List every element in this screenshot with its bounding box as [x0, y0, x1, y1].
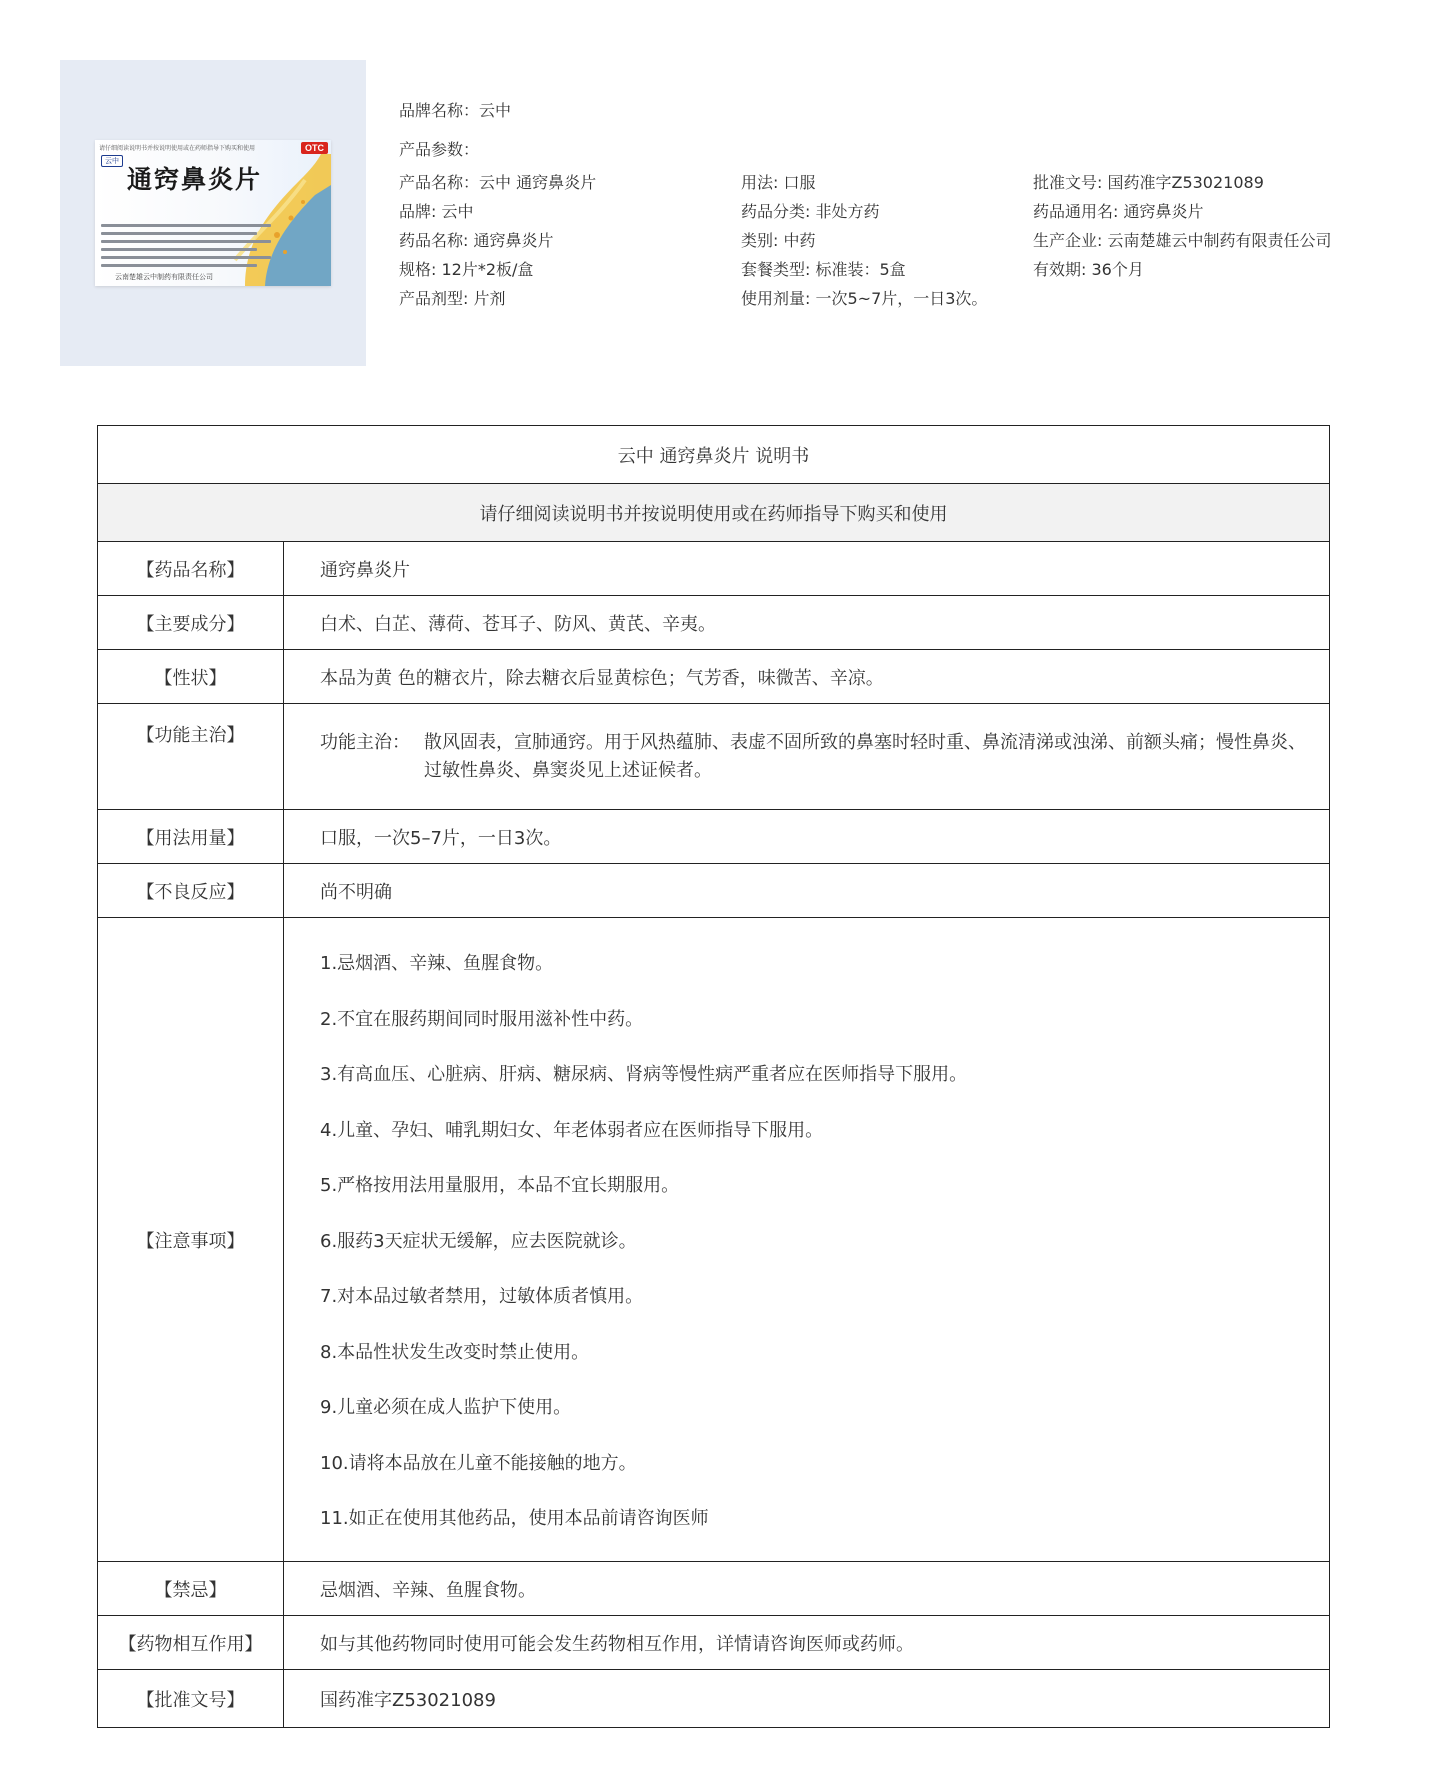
params-heading: 产品参数：: [399, 140, 480, 159]
row-label-interactions: 【药物相互作用】: [98, 1616, 284, 1670]
otc-badge: OTC: [301, 142, 328, 154]
row-value-contraindications: 忌烟酒、辛辣、鱼腥食物。: [284, 1562, 1330, 1616]
param-item: 使用剂量: 一次5~7片，一日3次。: [741, 289, 988, 308]
table-row: [98, 704, 1330, 810]
list-item: 4.儿童、孕妇、哺乳期妇女、年老体弱者应在医师指导下服用。: [320, 1119, 824, 1141]
list-item: 8.本品性状发生改变时禁止使用。: [320, 1341, 590, 1363]
row-label-function: 【功能主治】: [98, 704, 284, 810]
brand-value: 云中: [479, 101, 512, 120]
row-label-contraindications: 【禁忌】: [98, 1562, 284, 1616]
list-item: 1.忌烟酒、辛辣、鱼腥食物。: [320, 953, 554, 974]
params-column-1: [399, 173, 596, 318]
product-image[interactable]: [60, 60, 366, 366]
param-item: 有效期: 36个月: [1033, 260, 1144, 279]
param-item: 生产企业: 云南楚雄云中制药有限责任公司: [1033, 231, 1332, 250]
row-label-precautions: 【注意事项】: [98, 918, 284, 1562]
row-label-name: 【药品名称】: [98, 542, 284, 596]
row-value-adverse: 尚不明确: [284, 864, 1330, 918]
list-item: 9.儿童必须在成人监护下使用。: [320, 1397, 572, 1418]
table-row: [98, 1670, 1330, 1728]
param-item: 药品通用名: 通窍鼻炎片: [1033, 202, 1204, 221]
param-item: 批准文号: 国药准字Z53021089: [1033, 173, 1264, 192]
table-row: [98, 810, 1330, 864]
list-item: 10.请将本品放在儿童不能接触的地方。: [320, 1452, 637, 1474]
row-value-approval: 国药准字Z53021089: [284, 1670, 1330, 1728]
param-item: 规格: 12片*2板/盒: [399, 260, 534, 279]
instruction-manual-table: [97, 425, 1330, 1728]
row-label-dosage: 【用法用量】: [98, 810, 284, 864]
param-item: 套餐类型: 标准装：5盒: [741, 260, 906, 279]
list-item: 2.不宜在服药期间同时服用滋补性中药。: [320, 1008, 644, 1030]
table-row: [98, 650, 1330, 704]
brand-label: 品牌名称: [399, 101, 464, 120]
params-column-3: [1033, 173, 1331, 289]
function-inner-label: 功能主治：: [320, 731, 410, 753]
table-row: [98, 1616, 1330, 1670]
row-value-ingredients: 白术、白芷、薄荷、苍耳子、防风、黄芪、辛夷。: [284, 596, 1330, 650]
row-label-approval: 【批准文号】: [98, 1670, 284, 1728]
manual-title: 云中 通窍鼻炎片 说明书: [98, 426, 1330, 484]
list-item: 6.服药3天症状无缓解，应去医院就诊。: [320, 1230, 637, 1252]
row-value-precautions: [284, 918, 1330, 1562]
param-item: 品牌: 云中: [399, 202, 474, 221]
params-column-2: [741, 173, 987, 318]
param-item: 药品名称: 通窍鼻炎片: [399, 231, 554, 250]
box-top-text: 请仔细阅读说明书并按说明使用或在药师指导下购买和使用: [99, 145, 256, 152]
box-product-name: 通窍鼻炎片: [127, 165, 263, 194]
row-label-appearance: 【性状】: [98, 650, 284, 704]
box-logo: 云中: [101, 155, 123, 167]
table-row: [98, 1562, 1330, 1616]
param-item: 用法: 口服: [741, 173, 816, 192]
param-item: 药品分类: 非处方药: [741, 202, 880, 221]
list-item: 11.如正在使用其他药品，使用本品前请咨询医师: [320, 1508, 709, 1529]
manual-notice: 请仔细阅读说明书并按说明使用或在药师指导下购买和使用: [98, 484, 1330, 542]
medicine-box-picture: [95, 140, 331, 286]
param-item: 产品剂型: 片剂: [399, 289, 506, 308]
param-item: 类别: 中药: [741, 231, 816, 250]
row-value-dosage: 口服，一次5–7片，一日3次。: [284, 810, 1330, 864]
row-value-function: [284, 704, 1330, 810]
row-label-ingredients: 【主要成分】: [98, 596, 284, 650]
box-maker-text: 云南楚雄云中制药有限责任公司: [115, 273, 213, 281]
table-row: [98, 542, 1330, 596]
row-label-adverse: 【不良反应】: [98, 864, 284, 918]
box-description-lines: [101, 224, 271, 272]
table-row: [98, 864, 1330, 918]
brand-line: 品牌名称：云中: [399, 101, 512, 120]
precautions-list: [320, 949, 1309, 1530]
list-item: 7.对本品过敏者禁用，过敏体质者慎用。: [320, 1286, 644, 1307]
list-item: 3.有高血压、心脏病、肝病、糖尿病、肾病等慢性病严重者应在医师指导下服用。: [320, 1064, 968, 1085]
function-text: 散风固表，宣肺通窍。用于风热蕴肺、表虚不固所致的鼻塞时轻时重、鼻流清涕或浊涕、前额头痛；慢性鼻炎、过敏性鼻炎、鼻窦炎见上述证候者。: [424, 731, 1306, 781]
param-item: 产品名称：云中 通窍鼻炎片: [399, 173, 597, 192]
product-header: [60, 60, 1380, 366]
list-item: 5.严格按用法用量服用，本品不宜长期服用。: [320, 1175, 680, 1196]
row-value-interactions: 如与其他药物同时使用可能会发生药物相互作用，详情请咨询医师或药师。: [284, 1616, 1330, 1670]
row-value-name: 通窍鼻炎片: [284, 542, 1330, 596]
row-value-appearance: 本品为黄 色的糖衣片，除去糖衣后显黄棕色；气芳香，味微苦、辛凉。: [284, 650, 1330, 704]
table-row: [98, 596, 1330, 650]
table-row: [98, 918, 1330, 1562]
